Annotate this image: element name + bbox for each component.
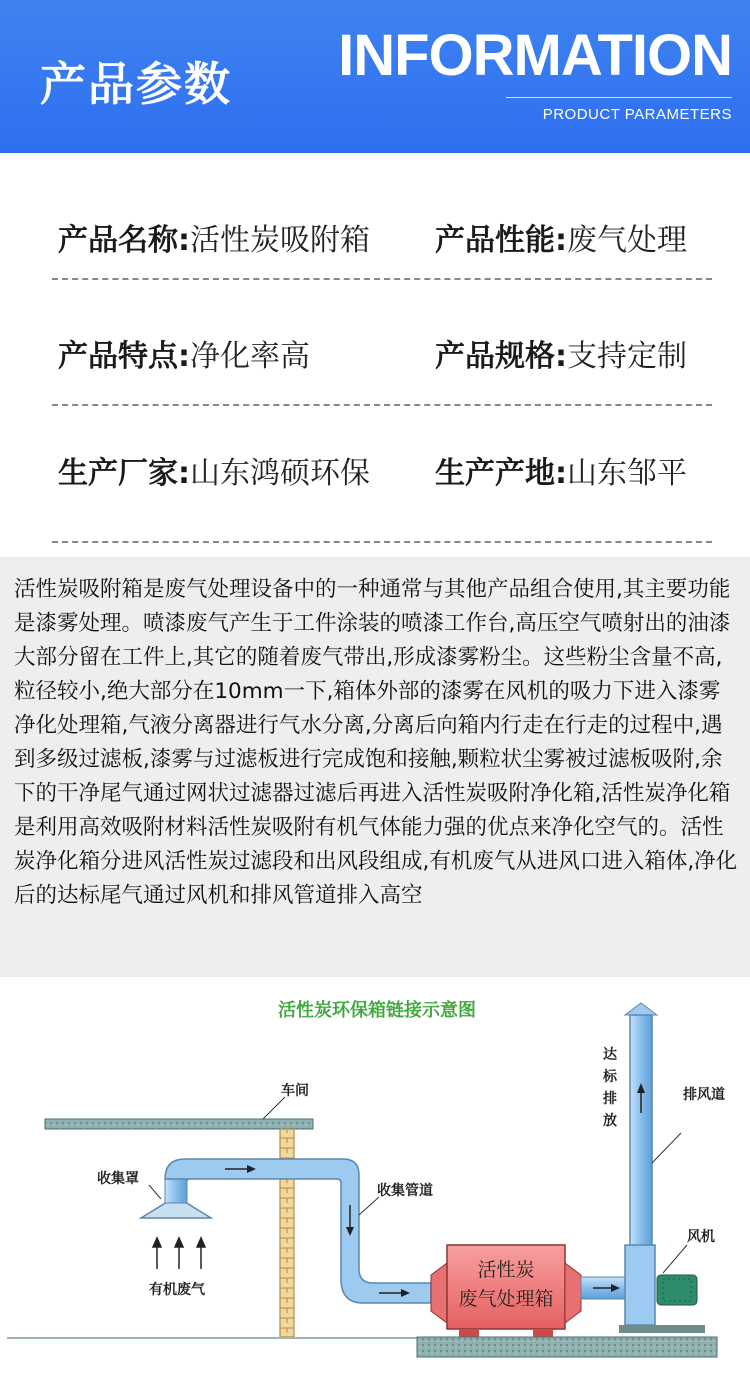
label-organic-gas: 有机废气 xyxy=(149,1282,205,1298)
label-emission-3: 排 xyxy=(603,1091,617,1107)
treatment-box xyxy=(447,1245,565,1329)
chimney-pointer xyxy=(652,1133,681,1163)
fan-pointer xyxy=(663,1245,687,1273)
flow-diagram xyxy=(7,983,743,1383)
chimney-top xyxy=(625,1003,657,1015)
label-pipe: 收集管道 xyxy=(377,1183,433,1199)
param-label: 产品名称: xyxy=(58,223,190,258)
label-box-line2: 废气处理箱 xyxy=(458,1288,554,1310)
param-label: 产品特点: xyxy=(58,339,190,374)
label-box-line1: 活性炭 xyxy=(477,1259,535,1281)
param-value: 支持定制 xyxy=(567,339,687,374)
param-label: 生产产地: xyxy=(435,456,567,491)
workshop-ceiling xyxy=(45,1119,313,1129)
description-panel xyxy=(0,557,750,977)
param-item xyxy=(435,331,687,375)
param-row xyxy=(52,386,712,502)
ground-slab xyxy=(417,1337,717,1357)
label-emission-2: 标 xyxy=(603,1069,617,1085)
param-row xyxy=(52,269,712,385)
label-chimney: 排风道 xyxy=(683,1087,725,1103)
hood-neck xyxy=(165,1179,187,1203)
param-value: 活性炭吸附箱 xyxy=(190,223,370,258)
param-value: 废气处理 xyxy=(567,223,687,258)
param-label: 生产厂家: xyxy=(58,456,190,491)
param-item xyxy=(435,215,687,259)
param-value: 山东邹平 xyxy=(567,456,687,491)
label-workshop: 车间 xyxy=(281,1083,309,1099)
treatment-box-inlet xyxy=(431,1263,447,1323)
param-value: 山东鸿硕环保 xyxy=(190,456,370,491)
divider xyxy=(52,541,712,543)
label-emission-4: 放 xyxy=(603,1113,617,1129)
param-item xyxy=(58,331,310,375)
param-row xyxy=(52,153,712,269)
hood-pointer xyxy=(149,1185,161,1199)
product-params xyxy=(0,153,750,557)
label-fan: 风机 xyxy=(687,1229,715,1245)
fan-housing xyxy=(625,1245,655,1325)
treatment-box-outlet xyxy=(565,1263,581,1323)
param-item xyxy=(58,448,370,492)
title-underline xyxy=(506,97,732,98)
header-banner xyxy=(0,0,750,153)
english-title: INFORMATION xyxy=(338,23,732,88)
label-hood: 收集罩 xyxy=(97,1171,139,1187)
param-item xyxy=(435,448,687,492)
gas-arrows xyxy=(153,1238,205,1269)
param-item xyxy=(58,215,370,259)
page-title: 产品参数 xyxy=(40,57,232,111)
collection-hood xyxy=(141,1202,211,1218)
diagram-title: 活性炭环保箱链接示意图 xyxy=(278,1000,476,1021)
workshop-pointer xyxy=(263,1097,285,1119)
fan-base xyxy=(619,1325,705,1333)
label-emission-1: 达 xyxy=(603,1047,617,1063)
param-value: 净化率高 xyxy=(190,339,310,374)
diagram-svg xyxy=(7,983,743,1383)
param-label: 产品规格: xyxy=(435,339,567,374)
floor-line xyxy=(7,1337,417,1339)
pipe-pointer xyxy=(359,1197,379,1215)
param-label: 产品性能: xyxy=(435,223,567,258)
english-subtitle: PRODUCT PARAMETERS xyxy=(542,106,732,123)
description-text: 活性炭吸附箱是废气处理设备中的一种通常与其他产品组合使用,其主要功能是漆雾处理。喷漆废气产生于工件涂装的喷漆工作台,高压空气喷射出的油漆大部分留在工件上,其它的随着废气带出,形成漆雾粉尘。这些粉尘含量不高,粒径较小,绝大部分在10mm一下,箱体外部的漆雾在风机的吸力下进入漆雾净化处理箱,气液分离器进行气水分离,分离后向箱内行走在行走的过程中,遇到多级过滤板,漆雾与过滤板进行完成饱和接触,颗粒状尘雾被过滤板吸附,余下的干净尾气通过网状过滤器过滤后再进入活性炭吸附净化箱,活性炭净化箱是利用高效吸附材料活性炭吸附有机气体能力强的优点来净化空气的。活性炭净化箱分进风活性炭过滤段和出风段组成,有机废气从进风口进入箱体,净化后的达标尾气通过风机和排风管道排入高空 xyxy=(14,577,738,908)
